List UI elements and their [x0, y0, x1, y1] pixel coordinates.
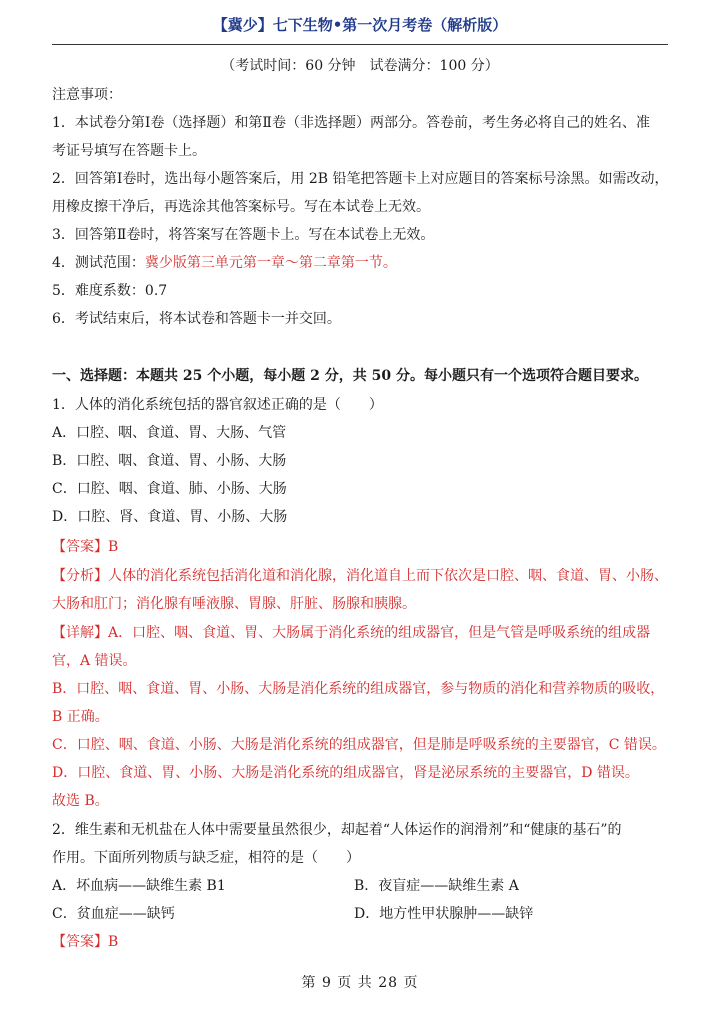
detail-text: 故选 B。	[52, 793, 109, 809]
detail-text: 官，A 错误。	[52, 653, 137, 669]
question-option: C．口腔、咽、食道、肺、小肠、大肠	[52, 481, 287, 497]
page-header-title: 【冀少】七下生物•第一次月考卷（解析版）	[212, 16, 508, 34]
note-item: 3．回答第Ⅱ卷时，将答案写在答题卡上。写在本试卷上无效。	[52, 227, 435, 243]
analysis-text: 【分析】人体的消化系统包括消化道和消化腺，消化道自上而下依次是口腔、咽、食道、胃、小肠、	[52, 568, 668, 584]
question-option: D．地方性甲状腺肿——缺锌	[354, 906, 534, 922]
question-option: C．贫血症——缺钙	[52, 906, 175, 922]
question-stem: 作用。下面所列物质与缺乏症，相符的是（ ）	[52, 850, 360, 866]
analysis-text: 大肠和肛门；消化腺有唾液腺、胃腺、肝脏、肠腺和胰腺。	[52, 596, 416, 612]
detail-text: 【详解】A．口腔、咽、食道、胃、大肠属于消化系统的组成器官，但是气管是呼吸系统的组成器	[52, 625, 651, 641]
detail-text: B．口腔、咽、食道、胃、小肠、大肠是消化系统的组成器官，参与物质的消化和营养物质的吸收，	[52, 681, 665, 697]
header-divider	[52, 44, 668, 45]
note-difficulty: 5．难度系数：0.7	[52, 283, 168, 299]
note-item: 考证号填写在答题卡上。	[52, 143, 206, 159]
question-stem: 1．人体的消化系统包括的器官叙述正确的是（ ）	[52, 397, 383, 413]
section-heading: 一、选择题：本题共 25 个小题，每小题 2 分，共 50 分。每小题只有一个选项符合题目要求。	[52, 368, 648, 384]
question-option: A．口腔、咽、食道、胃、大肠、气管	[52, 425, 287, 441]
question-option: A．坏血病——缺维生素 B1	[52, 878, 226, 894]
detail-text: C．口腔、咽、食道、小肠、大肠是消化系统的组成器官，但是肺是呼吸系统的主要器官，C 错误。	[52, 737, 666, 753]
note-scope-prefix: 4．测试范围：	[52, 255, 145, 271]
question-option-row	[52, 904, 672, 924]
answer-text: 【答案】B	[52, 539, 119, 555]
exam-info: （考试时间：60 分钟 试卷满分：100 分）	[221, 58, 499, 74]
notes-heading: 注意事项：	[52, 87, 122, 103]
question-option-row	[52, 876, 672, 896]
note-scope-value: 冀少版第三单元第一章～第二章第一节。	[144, 255, 397, 271]
note-item: 1．本试卷分第Ⅰ卷（选择题）和第Ⅱ卷（非选择题）两部分。答卷前，考生务必将自己的姓名、准	[52, 115, 650, 131]
detail-text: B 正确。	[52, 709, 109, 725]
question-option: B．夜盲症——缺维生素 A	[354, 878, 519, 894]
answer-text: 【答案】B	[52, 934, 119, 950]
note-end: 6．考试结束后，将本试卷和答题卡一并交回。	[52, 311, 341, 327]
note-item: 用橡皮擦干净后，再选涂其他答案标号。写在本试卷上无效。	[52, 199, 430, 215]
detail-text: D．口腔、食道、胃、小肠、大肠是消化系统的组成器官，肾是泌尿系统的主要器官，D 错误。	[52, 765, 639, 781]
question-stem: 2．维生素和无机盐在人体中需要量虽然很少，却起着“人体运作的润滑剂”和“健康的基石”的	[52, 822, 622, 838]
question-option: B．口腔、咽、食道、胃、小肠、大肠	[52, 453, 287, 469]
question-option: D．口腔、肾、食道、胃、小肠、大肠	[52, 509, 288, 525]
page-number: 第 9 页 共 28 页	[301, 975, 419, 991]
note-scope	[52, 253, 672, 273]
note-item: 2．回答第Ⅰ卷时，选出每小题答案后，用 2B 铅笔把答题卡上对应题目的答案标号涂黑。如需改动，	[52, 171, 669, 187]
